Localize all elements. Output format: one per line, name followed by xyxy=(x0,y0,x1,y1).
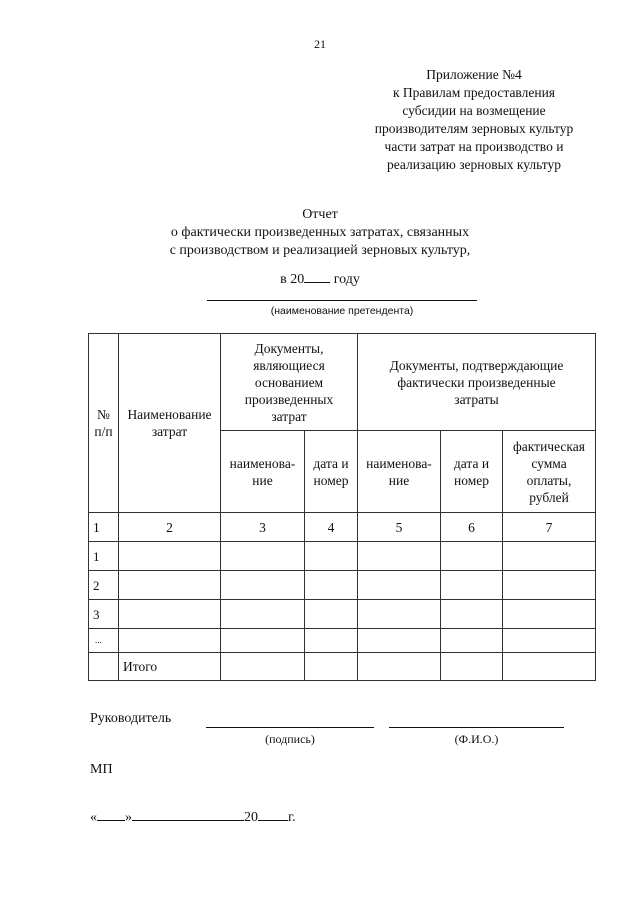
table-cell[interactable] xyxy=(503,571,596,600)
header-basis-name: наименова- ние xyxy=(221,431,305,513)
appendix-line: части затрат на производство и xyxy=(384,139,564,154)
title-line: Отчет xyxy=(302,207,338,222)
total-row xyxy=(89,653,596,681)
day-blank[interactable] xyxy=(97,808,125,821)
page-number: 21 xyxy=(314,37,326,51)
appendix-line: реализацию зерновых культур xyxy=(387,157,561,172)
table-cell[interactable] xyxy=(503,653,596,681)
column-number: 6 xyxy=(441,513,503,542)
applicant-caption: (наименование претендента) xyxy=(270,305,414,317)
column-number: 3 xyxy=(221,513,305,542)
expenses-table xyxy=(88,333,596,681)
title-line: с производством и реализацией зерновых культур, xyxy=(169,243,471,258)
table-cell[interactable] xyxy=(441,571,503,600)
table-cell[interactable] xyxy=(358,629,441,653)
year-suffix: году xyxy=(333,272,360,287)
column-number: 5 xyxy=(358,513,441,542)
table-cell[interactable] xyxy=(119,542,221,571)
month-blank[interactable] xyxy=(132,808,244,821)
date-open-quote: « xyxy=(90,810,97,825)
table-cell[interactable] xyxy=(441,600,503,629)
full-name-field[interactable] xyxy=(389,727,564,728)
appendix-line: к Правилам предоставления xyxy=(392,85,556,100)
table-cell[interactable] xyxy=(358,653,441,681)
date-line xyxy=(90,808,296,826)
table-cell[interactable] xyxy=(119,629,221,653)
title-line: о фактически произведенных затратах, связанных xyxy=(170,225,470,240)
report-title xyxy=(0,206,640,260)
appendix-line: субсидии на возмещение xyxy=(402,103,546,118)
table-cell[interactable] xyxy=(503,600,596,629)
table-cell[interactable] xyxy=(221,571,305,600)
table-cell[interactable] xyxy=(358,600,441,629)
table-cell xyxy=(89,653,119,681)
table-cell[interactable] xyxy=(305,653,358,681)
column-number: 2 xyxy=(119,513,221,542)
table-cell[interactable] xyxy=(358,542,441,571)
table-cell[interactable] xyxy=(441,629,503,653)
appendix-line: Приложение №4 xyxy=(426,67,522,82)
date-year-suffix: г. xyxy=(288,810,296,825)
stamp-label: МП xyxy=(90,762,113,777)
table-row xyxy=(89,571,596,600)
table-cell[interactable] xyxy=(221,600,305,629)
report-year xyxy=(0,270,640,288)
year-blank[interactable] xyxy=(258,808,288,821)
header-basis-documents: Документы, являющиеся основанием произведенных затрат xyxy=(221,334,358,431)
header-name: Наименование затрат xyxy=(119,334,221,513)
table-cell[interactable] xyxy=(221,542,305,571)
table-cell[interactable] xyxy=(221,629,305,653)
date-close-quote: » xyxy=(125,810,132,825)
signature-caption: (подпись) xyxy=(265,732,315,746)
row-number: 3 xyxy=(89,600,119,629)
column-number: 4 xyxy=(305,513,358,542)
date-year-prefix: 20 xyxy=(244,810,258,825)
table-row xyxy=(89,600,596,629)
applicant-name-field[interactable] xyxy=(207,300,477,301)
table-cell[interactable] xyxy=(358,571,441,600)
signature-field[interactable] xyxy=(206,727,374,728)
header-confirm-sum: фактическая сумма оплаты, рублей xyxy=(503,431,596,513)
table-cell[interactable] xyxy=(305,600,358,629)
row-number: 1 xyxy=(89,542,119,571)
header-confirm-date: дата и номер xyxy=(441,431,503,513)
table-cell[interactable] xyxy=(119,571,221,600)
table-cell[interactable] xyxy=(305,542,358,571)
appendix-block xyxy=(340,66,608,174)
column-number-row xyxy=(89,513,596,542)
total-label: Итого xyxy=(119,653,221,681)
table-cell[interactable] xyxy=(503,629,596,653)
table-cell[interactable] xyxy=(503,542,596,571)
table-row xyxy=(89,629,596,653)
table-cell[interactable] xyxy=(119,600,221,629)
table-cell[interactable] xyxy=(441,653,503,681)
column-number: 1 xyxy=(89,513,119,542)
head-label: Руководитель xyxy=(90,711,172,726)
table-cell[interactable] xyxy=(305,571,358,600)
header-basis-date: дата и номер xyxy=(305,431,358,513)
table-cell[interactable] xyxy=(305,629,358,653)
table-cell[interactable] xyxy=(441,542,503,571)
year-prefix: в 20 xyxy=(280,272,305,287)
appendix-line: производителям зерновых культур xyxy=(374,121,574,136)
table-cell[interactable] xyxy=(221,653,305,681)
table-row xyxy=(89,542,596,571)
row-number: ... xyxy=(89,629,119,653)
row-number: 2 xyxy=(89,571,119,600)
column-number: 7 xyxy=(503,513,596,542)
header-num: № п/п xyxy=(89,334,119,513)
year-blank[interactable] xyxy=(304,270,330,283)
header-confirm-documents: Документы, подтверждающие фактически произведенные затраты xyxy=(358,334,596,431)
full-name-caption: (Ф.И.О.) xyxy=(454,732,499,746)
header-confirm-name: наименова- ние xyxy=(358,431,441,513)
